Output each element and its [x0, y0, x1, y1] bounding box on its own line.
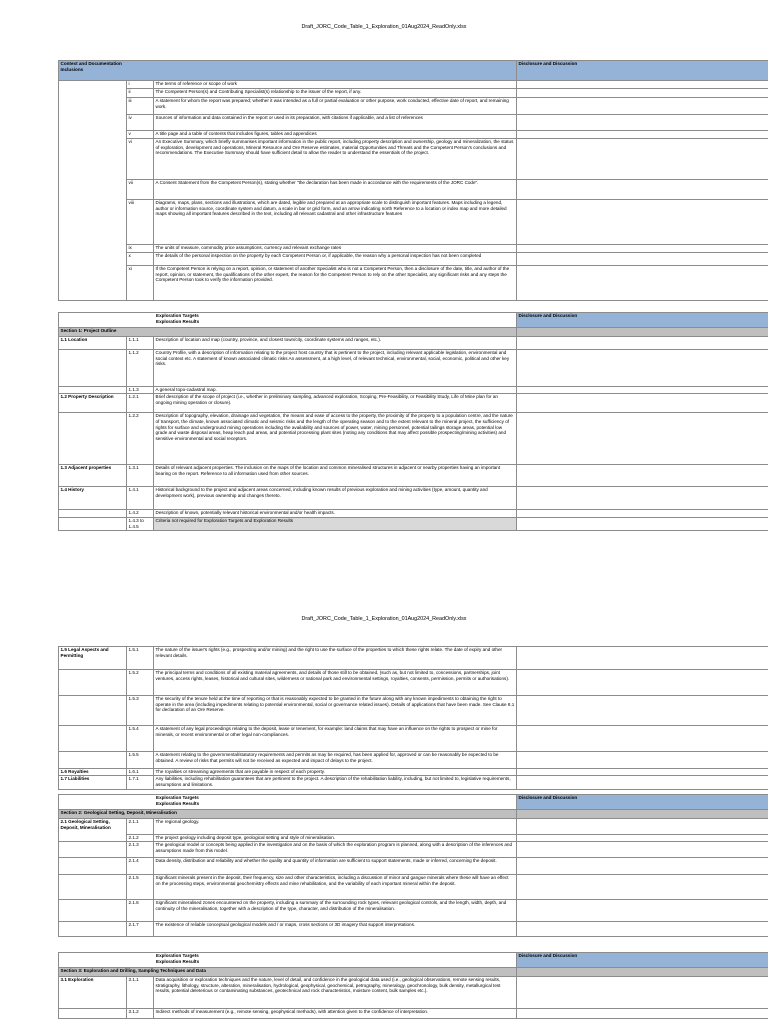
item-num: iv	[127, 115, 154, 131]
disclosure-header: Disclosure and Discussion	[517, 61, 768, 81]
disclosure-cell[interactable]	[517, 769, 768, 776]
disclosure-cell[interactable]	[517, 900, 768, 922]
item-num: 1.1.2	[127, 350, 154, 387]
item-num: 3.1.2	[127, 1009, 154, 1019]
section1-table	[58, 312, 768, 531]
item-text: A general topo-cadastral map.	[154, 387, 517, 394]
disclosure-cell[interactable]	[517, 266, 768, 301]
item-text: The project geology including deposit type, geological setting and style of mineralisation.	[154, 835, 517, 842]
targets-header	[59, 953, 517, 968]
item-num: 1.4.2	[127, 510, 154, 518]
item-text: Historical background to the project and adjacent areas concerned, including known results of previous exploration and mining activities (type, amount, quantity and development work), previous ownership and changes thereto.	[154, 487, 517, 510]
targets-line1: Exploration Targets	[156, 795, 199, 801]
item-num: vi	[127, 139, 154, 180]
item-text: Diagrams, maps, plans, sections and illustrations, which are dated, legible and prepared at an appropriate scale to distinguish important features. Maps including a legend, author or information source, coordinate system and datum, a scale in bar or grid form, and an arrow indicating north Reference to a location or index map and more detailed maps showing all important features described in the text, including all relevant cadastral and other infrastructure features	[154, 200, 517, 245]
item-num: 1.5.2	[127, 670, 154, 696]
item-num: 2.1.1	[127, 819, 154, 835]
disclosure-cell[interactable]	[517, 180, 768, 200]
item-num: 1.6.1	[127, 769, 154, 776]
item-num: 1.1.3	[127, 387, 154, 394]
item-text: Any liabilities, including rehabilitation guarantees that are pertinent to the project. A description of the rehabilitation liability, including, but not limited to, legislative requirements, assumptions and limitations.	[154, 776, 517, 790]
disclosure-cell[interactable]	[517, 115, 768, 131]
item-num: 1.7.1	[127, 776, 154, 790]
disclosure-cell[interactable]	[517, 752, 768, 769]
item-text: If the Competent Person is relying on a report, opinion, or statement of another Specialist who is not a Competent Person, then a disclosure of the date, title, and author of the report, opinion, or statement, the qualifications of the other expert, the reason for the Competent Person to rely on the other Specialist, any significant risks and any steps the Competent Person took to verify the information provided.	[154, 266, 517, 301]
disclosure-header: Disclosure and Discussion	[517, 953, 768, 968]
item-num: x	[127, 253, 154, 266]
item-text: Details of relevant adjacent properties. The inclusion on the maps of the location and common mineralised structures in adjacent or nearby properties having an important bearing on the report. Reference to all information used from other sources.	[154, 465, 517, 487]
disclosure-header: Disclosure and Discussion	[517, 313, 768, 328]
item-num: 1.5.5	[127, 752, 154, 769]
section3-table	[58, 952, 768, 1019]
disclosure-cell[interactable]	[517, 487, 768, 510]
item-num: 3.1.1	[127, 977, 154, 1009]
item-text: Significant minerals present in the deposit, their frequency, size and other characteristics, including a discussion of minor and gangue minerals where these will have an effect on the processing steps, environmental geochemistry effects and mine rehabilitation, and the variability of each important mineral within the deposit.	[154, 875, 517, 900]
item-num: 1.1.1	[127, 337, 154, 350]
criteria-label: 1.2 Property Description	[59, 394, 127, 413]
item-text: The terms of reference or scope of work	[154, 81, 517, 89]
item-num: 2.1.4	[127, 858, 154, 875]
item-text: The regional geology.	[154, 819, 517, 835]
item-text: A statement for whom the report was prepared; whether it was intended as a full or partial evaluation or other purpose, work conducted, effective date of report, and remaining work.	[154, 98, 517, 115]
disclosure-cell[interactable]	[517, 350, 768, 387]
item-num: 2.1.6	[127, 900, 154, 922]
disclosure-cell[interactable]	[517, 465, 768, 487]
item-text: Data acquisition or exploration techniques and the nature, level of detail, and confidence in the geological data used (i.e., geological observations, remote sensing results, stratigraphy, lithology, structure, alteration, mineralisation, hydrological, geophysical, geochemical, petrography, mineralogy, geochronology, bulk density, metallurgical test results, potential deleterious or contaminating substances, geotechnical and rock characteristics, moisture content, bulk samples etc.).	[154, 977, 517, 1009]
item-text: The existence of reliable conceptual geological models and / or maps, cross sections or 3D imagery that support interpretations.	[154, 922, 517, 937]
targets-line1: Exploration Targets	[156, 953, 199, 959]
context-table	[58, 60, 768, 301]
disclosure-cell[interactable]	[517, 977, 768, 1009]
item-text: The security of the tenure held at the time of reporting or that is reasonably expected to be granted in the future along with any known impediments to obtaining the right to operate in the area (including impediments relating to potential environmental, social or governance related issues). Details of applications that have been made. See Clause 8.1 for declaration of an Ore Reserve.	[154, 696, 517, 726]
item-text: Sources of information and data contained in the report or used in its preparation, with citations if applicable, and a list of references	[154, 115, 517, 131]
item-text: The royalties or streaming agreements that are payable in respect of each property.	[154, 769, 517, 776]
disclosure-header: Disclosure and Discussion	[517, 795, 768, 810]
item-text: The units of measure, commodity price assumptions, currency and relevant exchange rates	[154, 245, 517, 253]
disclosure-cell[interactable]	[517, 875, 768, 900]
item-num: 2.1.5	[127, 875, 154, 900]
item-text: Data density, distribution and reliability and whether the quality and quantity of information are sufficient to support statements, made or inferred, concerning the deposit.	[154, 858, 517, 875]
disclosure-cell[interactable]	[517, 776, 768, 790]
item-num: vii	[127, 180, 154, 200]
disclosure-cell[interactable]	[517, 337, 768, 350]
criteria-label: 1.5 Legal Aspects and Permitting	[59, 647, 127, 670]
criteria-label: 1.1 Location	[59, 337, 127, 350]
item-text: The nature of the issuer's rights (e.g., prospecting and/or mining) and the right to use the surface of the properties to which these rights relate. The date of expiry and other relevant details.	[154, 647, 517, 670]
item-text: Country Profile, with a description of information relating to the project host country that is pertinent to the project, including relevant applicable legislation, environmental and social context etc. A statement of known associated climatic risks An assessment, at a high level, of relevant technical, environmental, social, economic, political and other key risks.	[154, 350, 517, 387]
targets-line2: Exploration Results	[156, 800, 200, 806]
disclosure-cell[interactable]	[517, 413, 768, 465]
item-num: ix	[127, 245, 154, 253]
item-num: 1.5.1	[127, 647, 154, 670]
item-num: 2.1.3	[127, 842, 154, 858]
context-title-line2: Inclusions	[60, 66, 84, 72]
item-text: Description of known, potentially relevant historical environmental and/or health impacts.	[154, 510, 517, 518]
item-num: 2.1.7	[127, 922, 154, 937]
item-num: iii	[127, 98, 154, 115]
legal-table	[58, 646, 768, 790]
disclosure-cell[interactable]	[517, 131, 768, 139]
targets-line2: Exploration Results	[156, 318, 200, 324]
criteria-label: 1.7 Liabilities	[59, 776, 127, 790]
criteria-label: 2.1 Geological Setting, Deposit, Mineralisation	[59, 819, 127, 842]
disclosure-cell[interactable]	[517, 518, 768, 531]
disclosure-cell[interactable]	[517, 1009, 768, 1019]
disclosure-cell[interactable]	[517, 98, 768, 115]
item-text: Brief description of the scope of project (i.e., whether in preliminary sampling, advanced exploration, Scoping, Pre-Feasibility, or Feasibility Study, Life of Mine plan for an ongoing mining operation or closure).	[154, 394, 517, 413]
disclosure-cell[interactable]	[517, 245, 768, 253]
section2-table	[58, 794, 768, 937]
item-text: An Executive Summary, which briefly summarises important information in the public report, including property description and ownership, geology and mineralization, the status of exploration, development and operations, Mineral Resource and Ore Reserve estimates, material Opportunities and Threats and the Competent Person's conclusions and recommendations. The Executive Summary should have sufficient detail to allow the reader to understand the essentials of the project.	[154, 139, 517, 180]
item-num: 1.2.1	[127, 394, 154, 413]
section1-title: Section 1: Project Outline	[59, 328, 517, 337]
item-num: 1.5.4	[127, 726, 154, 752]
item-text: Criteria not required for Exploration Targets and Exploration Results	[154, 518, 517, 531]
criteria-label: 1.3 Adjacent properties	[59, 465, 127, 487]
disclosure-cell[interactable]	[517, 696, 768, 726]
disclosure-cell[interactable]	[517, 89, 768, 98]
disclosure-cell[interactable]	[517, 922, 768, 937]
item-num: 1.3.1	[127, 465, 154, 487]
item-num: viii	[127, 200, 154, 245]
disclosure-cell[interactable]	[517, 200, 768, 245]
item-text: Description of topography, elevation, drainage and vegetation, the means and ease of access to the property, the proximity of the property to a population centre, and the nature of transport, the climate, known associated climatic and seismic risks and the length of the operating season and to the extent relevant to the mineral project, the sufficiency of rights for surface and underground mining operations including the availability and sources of power, water, mining personnel, potential tailings storage areas, potential low grade and waste disposal areas, heap leach pad areas, and potential processing plant sites (noting any conditions that may affect possible prospecting/mining activities) and sensitive environmental and social receptors.	[154, 413, 517, 465]
page-header: Draft_JORC_Code_Table_1_Exploration_01Aug2024_ReadOnly.xlsx	[301, 616, 467, 622]
disclosure-cell[interactable]	[517, 647, 768, 670]
disclosure-cell[interactable]	[517, 253, 768, 266]
disclosure-cell[interactable]	[517, 510, 768, 518]
context-header	[59, 61, 517, 81]
item-num: 1.4.1	[127, 487, 154, 510]
targets-header	[59, 313, 517, 328]
item-text: A Consent Statement from the Competent Person(s), stating whether "the declaration has been made in accordance with the requirements of the JORC Code".	[154, 180, 517, 200]
criteria-label: 1.4 History	[59, 487, 127, 510]
targets-header	[59, 795, 517, 810]
item-text: A statement of any legal proceedings relating to the deposit, lease or tenement, for example: land claims that may have an influence on the rights to prospect or mine for minerals, or recent environmental or other legal non-compliances.	[154, 726, 517, 752]
item-num: xi	[127, 266, 154, 301]
item-text: The details of the personal inspection on the property by each Competent Person or, if applicable, the reason why a personal inspection has not been completed	[154, 253, 517, 266]
criteria-label: 1.6 Royalties	[59, 769, 127, 776]
disclosure-cell[interactable]	[517, 819, 768, 835]
item-num: 1.5.3	[127, 696, 154, 726]
item-num: ii	[127, 89, 154, 98]
disclosure-cell[interactable]	[517, 726, 768, 752]
item-num: 1.2.2	[127, 413, 154, 465]
item-num: 2.1.2	[127, 835, 154, 842]
disclosure-cell[interactable]	[517, 387, 768, 394]
item-text: Significant mineralised zones encountered on the property, including a summary of the surrounding rock types, relevant geological controls, and the length, width, depth, and continuity of the mineralisation, together with a description of the type, character, and distribution of the mineralisation.	[154, 900, 517, 922]
disclosure-cell[interactable]	[517, 81, 768, 89]
item-text: The principal terms and conditions of all existing material agreements, and details of those still to be obtained, (such as, but not limited to, concessions, partnerships, joint ventures, access rights, leases, historical and cultural sites, wilderness or national park and environmental settings, royalties, consents, permission, permits or authorisations).	[154, 670, 517, 696]
disclosure-cell[interactable]	[517, 394, 768, 413]
item-text: A statement relating to the governmental/statutory requirements and permits as may be required, has been applied for, approved or can be reasonably be expected to be obtained. A review of risks that permits will not be received as expected and impact of delays to the project.	[154, 752, 517, 769]
item-text: A title page and a table of contents that includes figures, tables and appendices	[154, 131, 517, 139]
item-num: 1.4.3 to 1.4.5	[127, 518, 154, 531]
criteria-label: 3.1 Exploration	[59, 977, 127, 1009]
disclosure-cell[interactable]	[517, 842, 768, 858]
disclosure-cell[interactable]	[517, 858, 768, 875]
disclosure-cell[interactable]	[517, 835, 768, 842]
context-title-line1: Context and Documentation	[60, 61, 122, 67]
item-text: Description of location and map (country, province, and closest town/city, coordinate systems and ranges, etc.).	[154, 337, 517, 350]
disclosure-cell[interactable]	[517, 670, 768, 696]
targets-line2: Exploration Results	[156, 958, 200, 964]
item-num: i	[127, 81, 154, 89]
page-header: Draft_JORC_Code_Table_1_Exploration_01Aug2024_ReadOnly.xlsx	[301, 24, 467, 30]
item-text: Indirect methods of measurement (e.g., remote sensing, geophysical methods), with attention given to the confidence of interpretation.	[154, 1009, 517, 1019]
section3-title: Section 3: Exploration and Drilling, Sampling Techniques and Data	[59, 968, 517, 977]
item-num: v	[127, 131, 154, 139]
targets-line1: Exploration Targets	[156, 313, 199, 319]
section2-title: Section 2: Geological Setting, Deposit, Mineralisation	[59, 810, 517, 819]
disclosure-cell[interactable]	[517, 139, 768, 180]
item-text: The geological model or concepts being applied in the investigation and on the basis of which the exploration program is planned, along with a description of the inferences and assumptions made from this model.	[154, 842, 517, 858]
item-text: The Competent Person(s) and Contributing Specialist(s) relationship to the issuer of the report, if any.	[154, 89, 517, 98]
